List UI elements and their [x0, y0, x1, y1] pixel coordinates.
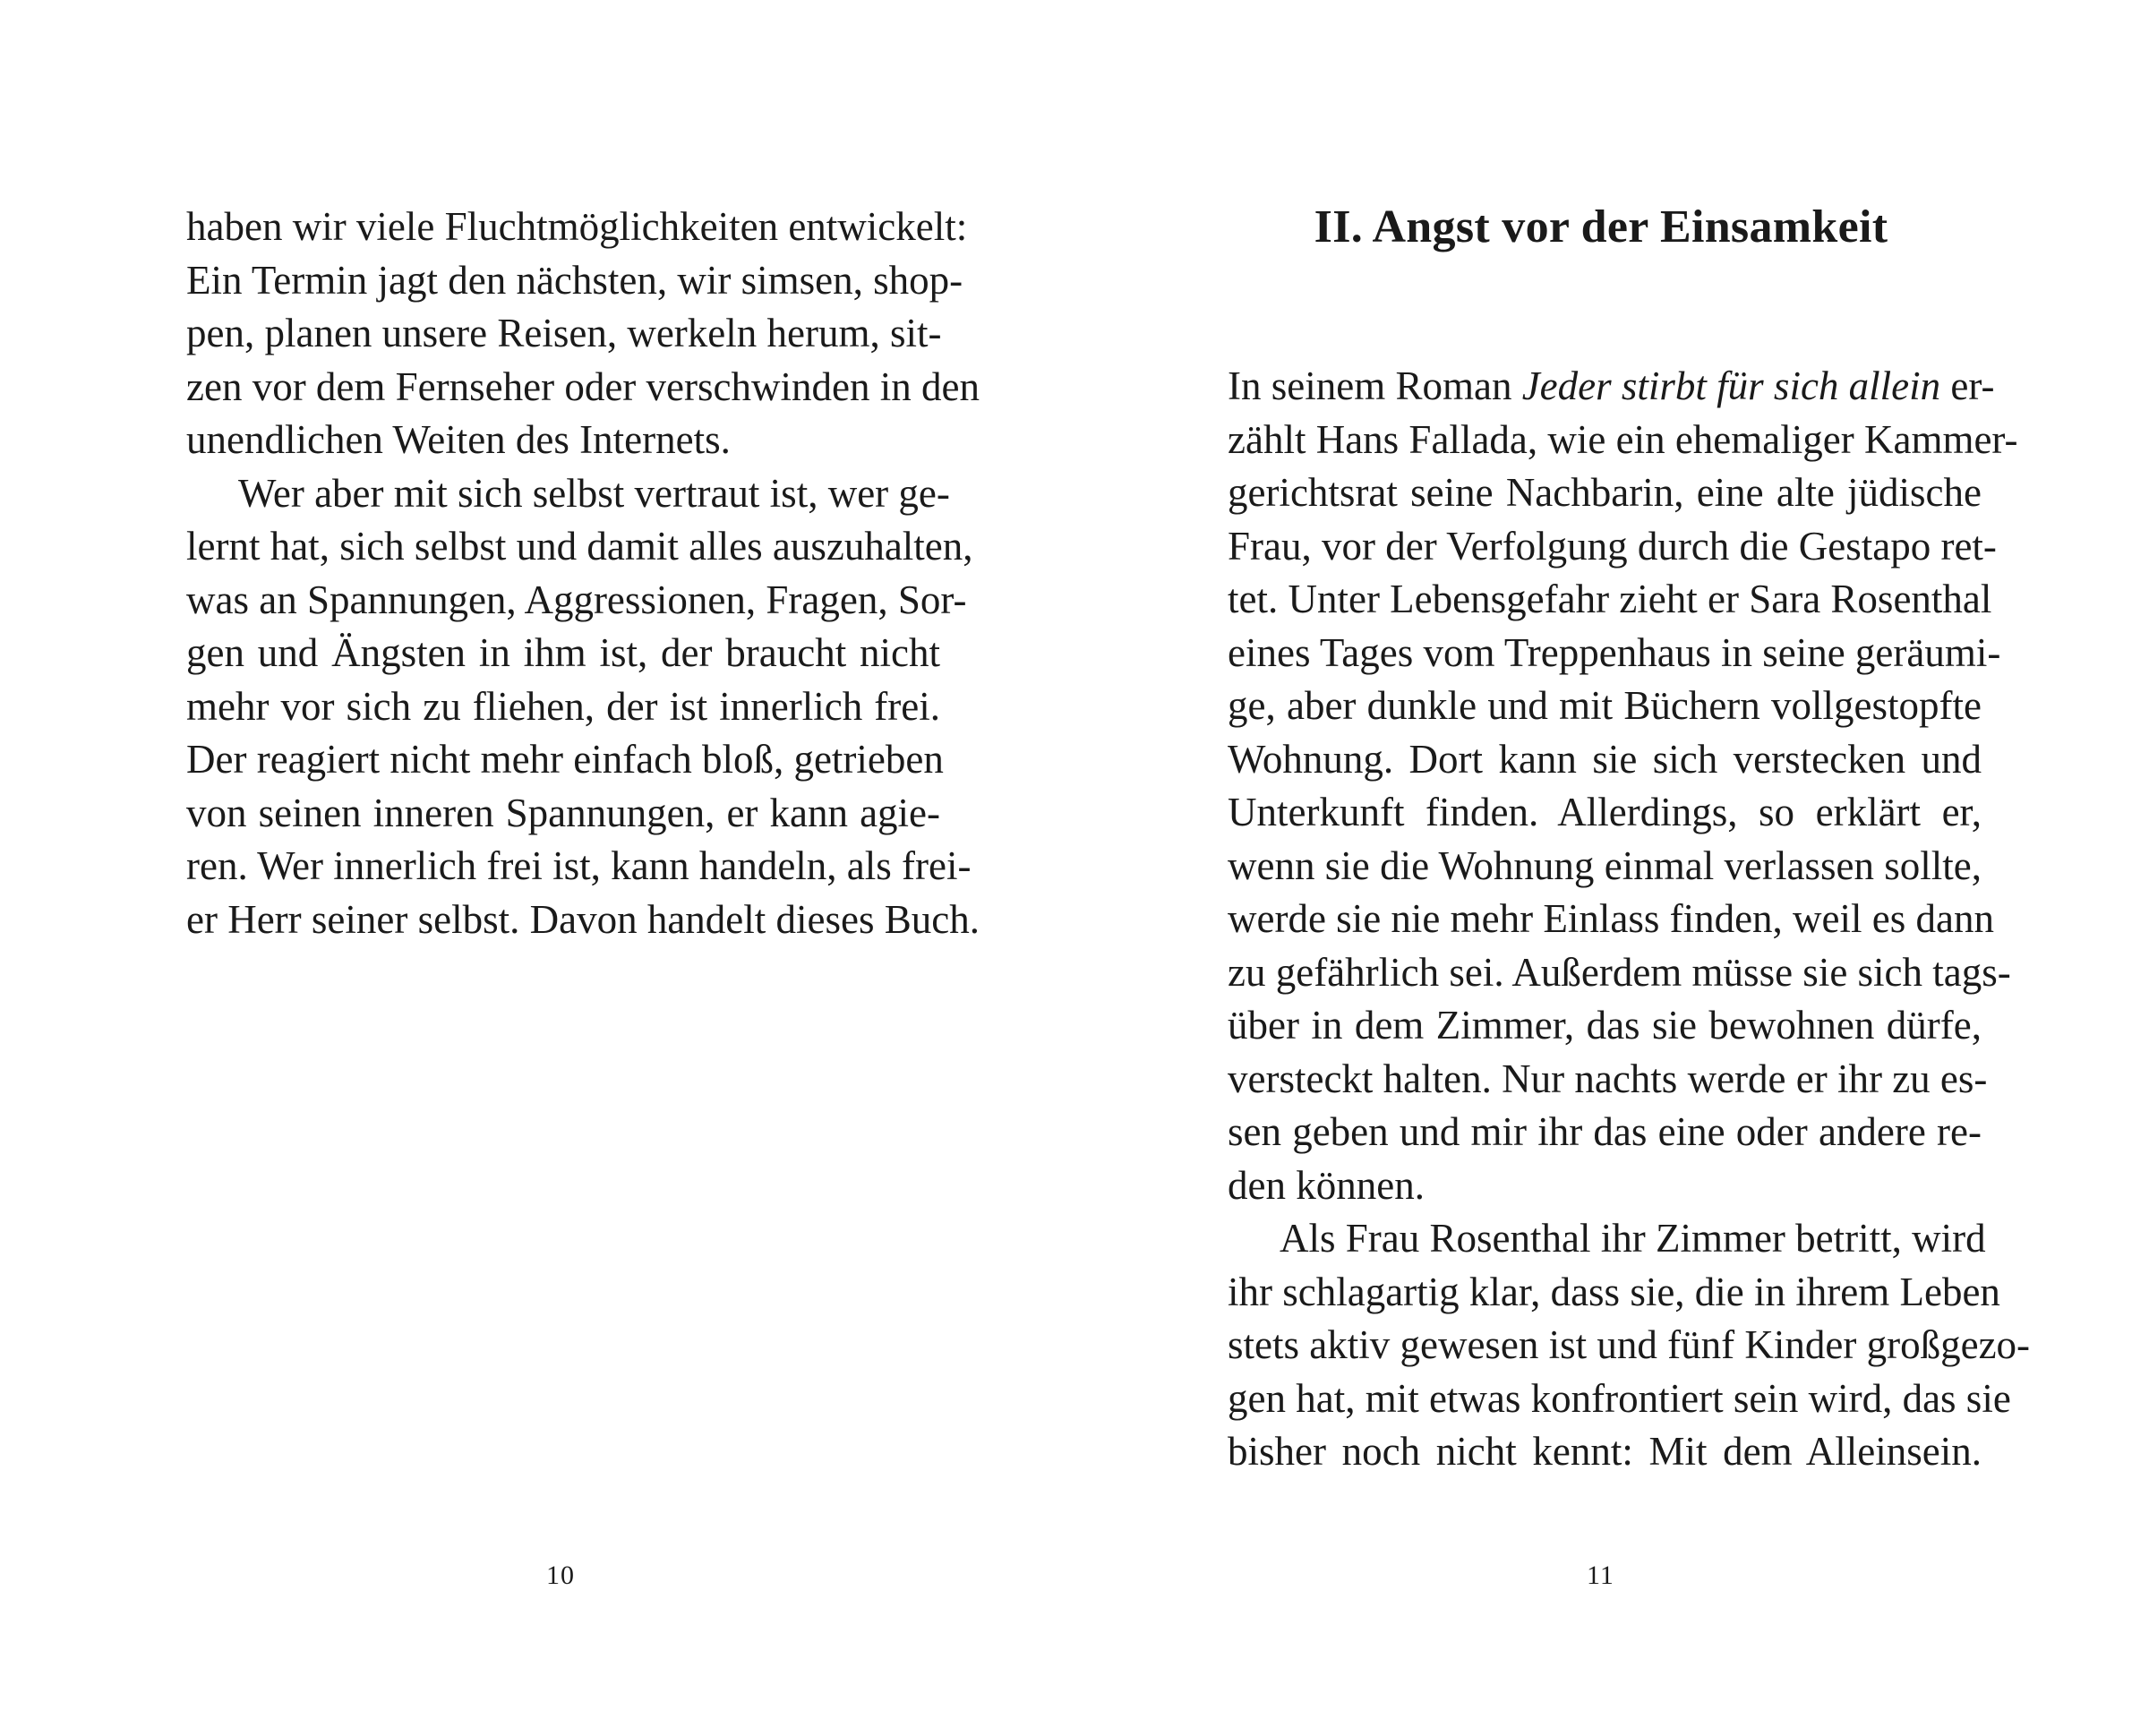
text-line: Frau, vor der Verfolgung durch die Gestapo ret-: [1228, 523, 1997, 569]
text-line: haben wir viele Fluchtmöglichkeiten entwickelt:: [186, 204, 968, 249]
text-line: Wohnung. Dort kann sie sich verstecken und: [1228, 736, 1982, 782]
text-line: gen hat, mit etwas konfrontiert sein wird, das sie: [1228, 1375, 2011, 1421]
text-line: den können.: [1228, 1162, 1425, 1208]
page-number: 11: [1587, 1561, 1614, 1590]
text-line: ren. Wer innerlich frei ist, kann handeln, als frei-: [186, 843, 972, 888]
text-line: Wer aber mit sich selbst vertraut ist, wer ge-: [238, 470, 950, 516]
chapter-heading: [1074, 199, 2149, 256]
text-line: sen geben und mir ihr das eine oder andere re-: [1228, 1109, 1982, 1154]
text-line: stets aktiv gewesen ist und fünf Kinder großgezo-: [1228, 1322, 2031, 1367]
text-line: pen, planen unsere Reisen, werkeln herum, sit-: [186, 311, 942, 355]
text-line: unendlichen Weiten des Internets.: [186, 417, 731, 462]
text-line: bisher noch nicht kennt: Mit dem Alleinsein.: [1228, 1429, 1982, 1474]
text-line: eines Tages vom Treppenhaus in seine geräumi-: [1228, 629, 2001, 675]
right-page-body: [1228, 360, 2031, 1479]
text-line: über in dem Zimmer, das sie bewohnen dürfe,: [1228, 1003, 1982, 1048]
text-run: er-: [1940, 363, 1995, 408]
text-line: lernt hat, sich selbst und damit alles auszuhalten,: [186, 524, 973, 569]
text-line: tet. Unter Lebensgefahr zieht er Sara Rosenthal: [1228, 577, 1992, 621]
text-line: Unterkunft finden. Allerdings, so erklärt er,: [1228, 790, 1982, 834]
text-line: zählt Hans Fallada, wie ein ehemaliger Kammer-: [1228, 416, 2018, 462]
text-line: zu gefährlich sei. Außerdem müsse sie sich tags-: [1228, 949, 2011, 995]
left-page: [0, 0, 1074, 1736]
left-page-body: [186, 201, 980, 946]
text-line: Der reagiert nicht mehr einfach bloß, getrieben: [186, 737, 944, 782]
page-number: 10: [546, 1561, 575, 1590]
text-line: Ein Termin jagt den nächsten, wir simsen, shop-: [186, 257, 963, 303]
text-line: gerichtsrat seine Nachbarin, eine alte jüdische: [1228, 470, 1982, 515]
text-line: werde sie nie mehr Einlass finden, weil es dann: [1228, 896, 1994, 941]
text-line: mehr vor sich zu fliehen, der ist innerlich frei.: [186, 683, 940, 729]
text-line: was an Spannungen, Aggressionen, Fragen, Sor-: [186, 577, 967, 622]
text-line: ihr schlagartig klar, dass sie, die in ihrem Leben: [1228, 1269, 2000, 1314]
text-line: versteckt halten. Nur nachts werde er ihr zu es-: [1228, 1056, 1988, 1101]
book-title: Jeder stirbt für sich allein: [1521, 363, 1941, 408]
text-line: gen und Ängsten in ihm ist, der braucht nicht: [186, 630, 940, 675]
text-line: von seinen inneren Spannungen, er kann agie-: [186, 790, 940, 835]
text-line: ge, aber dunkle und mit Büchern vollgestopfte: [1228, 683, 1982, 728]
text-line: Als Frau Rosenthal ihr Zimmer betritt, wird: [1280, 1216, 1986, 1261]
right-page: [1074, 0, 2149, 1736]
text-line: wenn sie die Wohnung einmal verlassen sollte,: [1228, 842, 1982, 888]
text-line: zen vor dem Fernseher oder verschwinden in den: [186, 363, 980, 409]
text-line: [1228, 360, 1995, 414]
chapter-heading-text: II. Angst vor der Einsamkeit: [1314, 201, 1888, 252]
text-line: er Herr seiner selbst. Davon handelt dieses Buch.: [186, 896, 980, 942]
text-run: In seinem Roman: [1228, 363, 1522, 408]
